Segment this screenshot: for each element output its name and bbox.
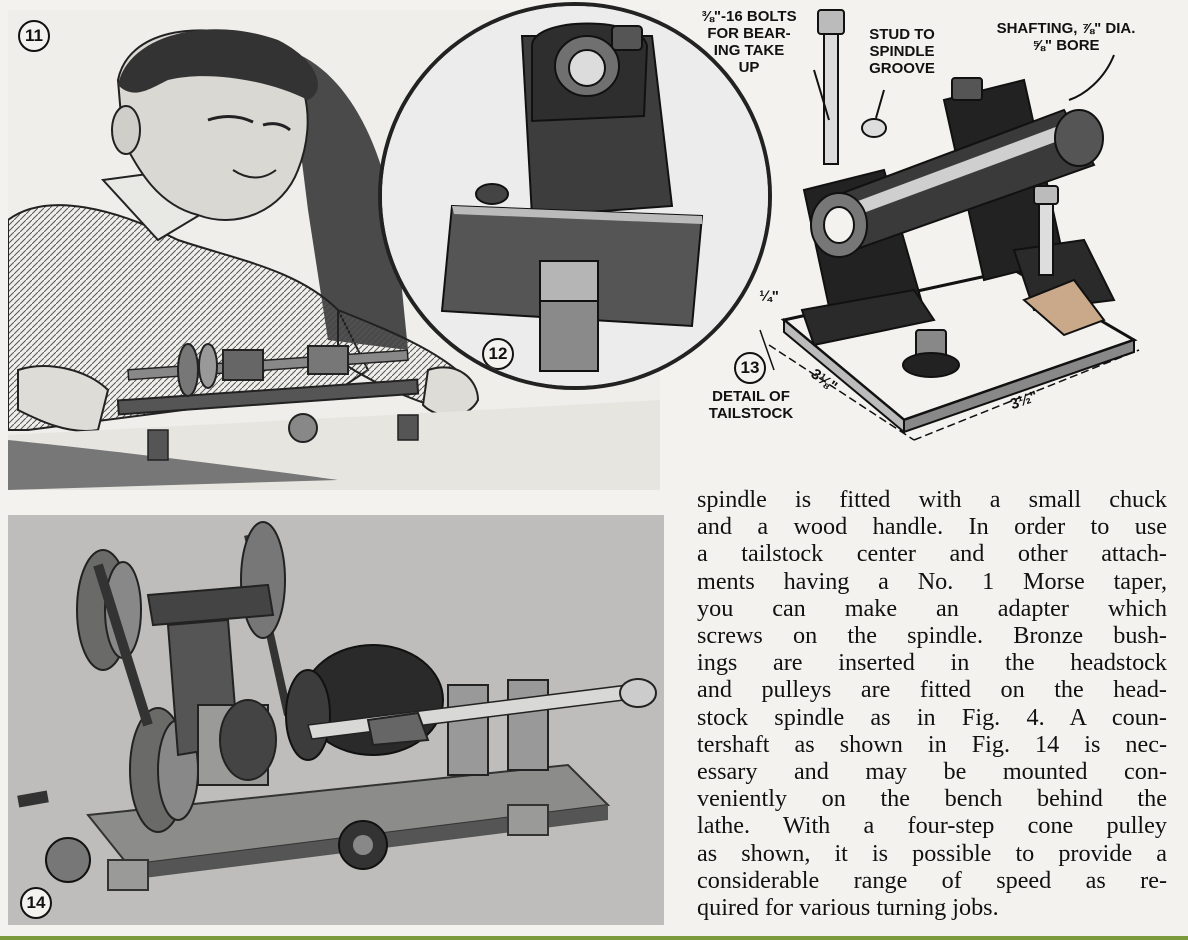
label-thickness-dimension: ¼" [759,288,779,305]
label-length-dimension: 3½" [1007,387,1041,414]
text-line: a tailstock center and other attach- [697,540,1167,568]
text-line: stock spindle as in Fig. 4. A coun- [697,703,1167,731]
text-line: spindle is fitted with a small chuck [697,486,1167,513]
figure-13-illustration [684,0,1180,470]
text-line: and pulleys are fitted on the head- [697,676,1167,704]
figure-11-number: 11 [18,20,50,52]
text-line: you can make an adapter which [697,594,1167,622]
figure-13-caption: DETAIL OF TAILSTOCK [708,388,794,422]
label-bolts: ⅜"-16 BOLTS FOR BEAR- ING TAKE UP [701,8,797,76]
lathe-with-countershaft-drawing [8,515,664,925]
label-shafting: SHAFTING, ⅞" DIA. ⅝" BORE [996,20,1136,54]
figure-12-number: 12 [482,338,514,370]
page-edge-divider [0,936,1188,940]
figure-14-number: 14 [20,887,52,919]
text-line: quired for various turning jobs. [697,894,999,922]
text-line: screws on the spindle. Bronze bush- [697,622,1167,650]
figure-14-illustration [8,515,664,925]
text-line: as shown, it is possible to provide a [697,839,1167,867]
text-line: essary and may be mounted con- [697,758,1167,786]
text-line: considerable range of speed as re- [697,866,1167,894]
text-line: and a wood handle. In order to use [697,513,1167,541]
text-line: ings are inserted in the headstock [697,649,1167,677]
text-line: veniently on the bench behind the [697,785,1167,813]
label-stud: STUD TO SPINDLE GROOVE [869,26,935,77]
label-width-dimension: 3⅛" [807,365,841,396]
body-text [697,486,1167,921]
text-line: tershaft as shown in Fig. 14 is nec- [697,730,1167,758]
text-line: ments having a No. 1 Morse taper, [697,567,1167,595]
figure-13-number: 13 [734,352,766,384]
text-line: lathe. With a four-step cone pulley [697,812,1167,840]
